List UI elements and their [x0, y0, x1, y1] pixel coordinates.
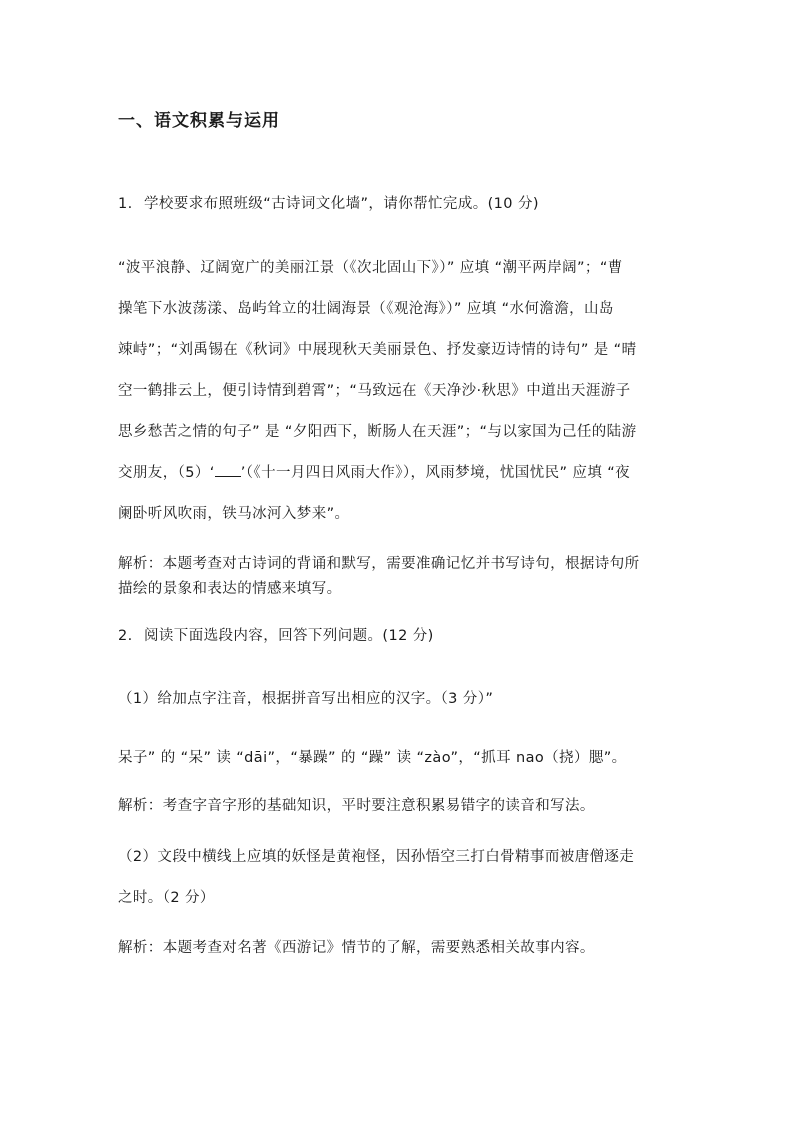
question-2-title	[118, 624, 434, 645]
q1-line6-suffix: ’（《十一月四日风雨大作》），风雨梦境，忧国忧民” 应填 “夜	[240, 465, 631, 481]
q2-sub1-analysis: 解析：考查字音字形的基础知识，平时要注意积累易错字的读音和写法。	[118, 798, 595, 814]
q1-analysis-line-2: 描绘的景象和表达的情感来填写。	[118, 581, 342, 597]
q2-sub1-answer: 呆子” 的 “呆” 读 “dāi”，“暴躁” 的 “躁” 读 “zào”，“抓耳 nao（挠）腮”。	[118, 750, 627, 766]
question-2-text: 阅读下面选段内容，回答下列问题。(12 分)	[144, 628, 434, 644]
q2-sub2-line-1: （2）文段中横线上应填的妖怪是黄袍怪，因孙悟空三打白骨精事而被唐僧逐走	[118, 849, 635, 865]
q1-answer-line-1: “波平浪静、辽阔宽广的美丽江景（《次北固山下》）” 应填 “潮平两岸阔”；“曹	[118, 260, 623, 276]
q1-answer-line-4: 空一鹤排云上，便引诗情到碧霄”；“马致远在《天净沙·秋思》中道出天涯游子	[118, 383, 631, 399]
question-1-text: 学校要求布照班级“古诗词文化墙”，请你帮忙完成。(10 分)	[144, 196, 539, 212]
question-1-number: 1.	[118, 196, 133, 212]
q1-line6-prefix: 交朋友，（5）‘	[118, 465, 215, 481]
q1-answer-line-3: 竦峙”；“刘禹锡在《秋词》中展现秋天美丽景色、抒发豪迈诗情的诗句” 是 “晴	[118, 342, 637, 358]
q1-answer-line-5: 思乡愁苦之情的句子” 是 “夕阳西下，断肠人在天涯”；“与以家国为己任的陆游	[118, 424, 637, 440]
question-2-number: 2.	[118, 628, 133, 644]
q1-answer-line-2: 操笔下水波荡漾、岛屿耸立的壮阔海景（《观沧海》）” 应填 “水何澹澹，山岛	[118, 301, 614, 317]
q1-answer-line-6	[118, 461, 688, 482]
section-heading: 一、语文积累与运用	[118, 111, 280, 131]
q1-answer-line-7: 阑卧听风吹雨，铁马冰河入梦来”。	[118, 506, 350, 522]
question-1-title	[118, 192, 539, 213]
q1-analysis-line-1: 解析：本题考查对古诗词的背诵和默写，需要准确记忆并书写诗句，根据诗句所	[118, 556, 640, 572]
q2-sub2-line-2: 之时。（2 分）	[118, 890, 215, 906]
fill-in-blank	[215, 464, 241, 477]
q2-sub2-analysis: 解析：本题考查对名著《西游记》情节的了解，需要熟悉相关故事内容。	[118, 940, 595, 956]
q2-sub1-prompt: （1）给加点字注音，根据拼音写出相应的汉字。（3 分）”	[118, 691, 494, 707]
